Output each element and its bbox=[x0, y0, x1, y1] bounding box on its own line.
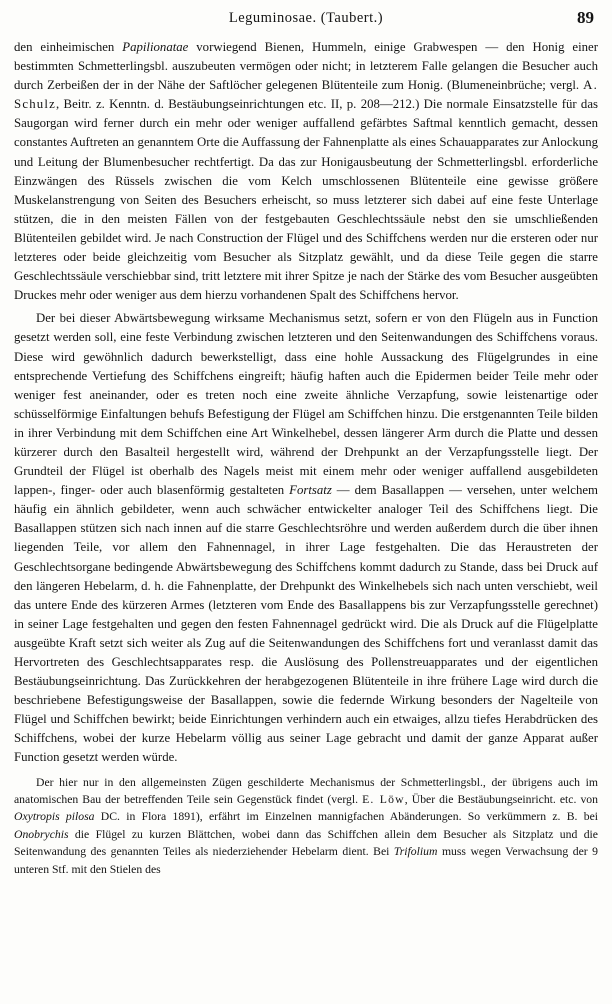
text-run: — dem Basallappen — versehen, unter welchem häufig ein ähnlich gebildeter, wenn auch schwächer entwickelter analoger Teil des Schiffchens liegt. Die Basallappen stützen sich nach innen auf die starre Geschlechtsröhre und werden außerdem durch die über ihnen liegenden Teile, vor allem den Fahnennagel, in ihrer Lage festgehalten. Die das Heraustreten der Geschlechtsorgane bedingende Abwärtsbewegung des Schiffchens kommt dadurch zu Stande, dass bei Druck auf den längeren Hebelarm, d. h. die Fahnenplatte, der Drehpunkt des Winkelhebels sich nach unten verschiebt, weil das untere Ende des kürzeren Armes (letzteren vom Ende des Basallappens bis zur Verzapfungsstelle gerechnet) in seiner Lage festgehalten und gegen den festen Fahnennagel gedrückt wird. Die als Druck auf die Flügelplatte ausgeübte Kraft setzt sich weiter als Zug auf die Seitenwandungen des Schiffchens fort und veranlasst damit das Hervortreten des Geschlechtsapparates resp. die Auslösung des Pollenstreuapparates und der eigentlichen Bestäubungseinrichtung. Das Zurückkehren der herabgezogenen Blütenteile in ihre frühere Lage wird durch die beschriebene Befestigungsweise der Basallappen, sowie die federnde Wirkung besonders der Nagelteile von Flügel und Schiffchen bewirkt; beide Einrichtungen verhindern auch ein etwaiges, allzu tiefes Herabdrücken des Schiffchens, wobei der kurze Hebelarm völlig aus seiner Lage gebracht und damit der ganze Apparat außer Function gesetzt werden würde. bbox=[14, 483, 598, 765]
paragraph-1 bbox=[14, 38, 598, 305]
text-run: DC. in Flora 1891), erfährt im Einzelnen mannigfachen Abänderungen. So verkümmern z. B. bei bbox=[94, 810, 599, 824]
paragraph-3-small-print bbox=[14, 774, 598, 878]
text-run: Onobrychis bbox=[14, 827, 69, 841]
text-run: muss wegen Verwachsung der 9 unteren Stf. mit den Stielen des bbox=[14, 845, 598, 876]
page-header bbox=[14, 6, 598, 34]
text-run: A. Schulz bbox=[14, 78, 598, 112]
text-run: den einheimischen bbox=[14, 40, 123, 54]
text-run: vorwiegend Bienen, Hummeln, einige Grabwespen — den Honig einer bestimmten Schmetterlingsbl. auszubeuten vermögen oder nicht; in letzterem Falle gelangen die Besucher auch durch Zerbeißen der in der Nähe der Saftlöcher gelegenen Blütenteile zum Honig. (Blumeneinbrüche; vergl. bbox=[14, 40, 598, 93]
page-number: 89 bbox=[577, 8, 594, 27]
text-run: Fortsatz bbox=[289, 483, 332, 498]
running-title: Leguminosae. (Taubert.) bbox=[228, 10, 384, 26]
text-run: , Über die Bestäubungseinricht. etc. von bbox=[404, 792, 598, 806]
text-run: E. Löw bbox=[362, 792, 405, 806]
paragraph-2 bbox=[14, 309, 598, 767]
text-run: , Beitr. z. Kenntn. d. Bestäubungseinrichtungen etc. II, p. 208—212.) Die normale Einsatzstelle für das Saugorgan wird ferner durch ein mehr oder weniger auffallend gefärbtes Saftmal kenntlich gemacht, dessen constantes Auftreten an genanntem Orte die Auffassung der Fahnenplatte als eines Schauapparates zur Anlockung und Leitung der Blumenbesucher rechtfertigt. Da das zur Honigausbeutung der Schmetterlingsbl. erforderliche Einzwängen des Rüssels zwischen die vom Kelch umschlossenen Blütenteile eine gewisse größere Muskelanstrengung von Seiten des Besuchers erheischt, so muss letzterer sich dabei auf eine feste Unterlage stützen, die in den meisten Fällen von der festgebauten Geschlechtssäule nebst den sie umschließenden Blütenteilen gebildet wird. Je nach Construction der Flügel und des Schiffchens werden nur die ersteren oder nur letzteres oder beide gleichzeitig vom Besucher als Sitzplatz gewählt, und da diese Teile gegen die starre Geschlechtssäule verschiebbar sind, tritt letztere mit ihrer Spitze je nach der Stärke des vom Besucher ausgeübten Druckes mehr oder weniger aus dem hierzu vorhandenen Spalt des Schiffchens hervor. bbox=[14, 97, 598, 303]
text-run: Der bei dieser Abwärtsbewegung wirksame Mechanismus setzt, sofern er von den Flügeln aus in Function gesetzt werden soll, eine feste Verbindung zwischen letzteren und den Seitenwandungen des Schiffchens voraus. Diese wird gewöhnlich dadurch bewerkstelligt, dass eine hohle Aussackung des Flügelgrundes in eine entsprechende Vertiefung des Schiffchens eingreift; häufig haften auch die Epidermen beider Teile mehr oder weniger fest aneinander, oder es treten noch eine zweite ähnliche Verzapfung, sowie leistenartige oder schüsselförmige Einfaltungen behufs Befestigung der Flügel am Schiffchen hinzu. Die erstgenannten Teile bilden in ihrer Verbindung mit dem Schiffchen eine Art Winkelhebel, dessen längerer Arm durch die Platte und dessen kürzerer durch den Basalteil hergestellt wird, während der Drehpunkt an der Verzapfungsstelle liegt. Der Grundteil der Flügel ist oberhalb des Nagels meist mit einem mehr oder weniger auffallend ausgebildeten lappen-, finger- oder auch blasenförmig gestalteten bbox=[14, 311, 598, 498]
text-run: die Flügel zu kurzen Blättchen, wobei dann das Schiffchen allein dem Besucher als Sitzplatz und die Seitenwandung des genannten Teiles als niederziehender Hebelarm dient. Bei bbox=[14, 827, 598, 859]
text-run: Trifolium bbox=[393, 845, 438, 859]
page-body bbox=[14, 38, 598, 878]
text-run: Der hier nur in den allgemeinsten Zügen geschilderte Mechanismus der Schmetterlingsbl., der übrigens auch im anatomischen Bau der betreffenden Teile sein Gegenstück findet (vergl. bbox=[14, 775, 598, 806]
text-run: Oxytropis pilosa bbox=[14, 810, 95, 824]
text-run: Papilionatae bbox=[122, 40, 189, 54]
